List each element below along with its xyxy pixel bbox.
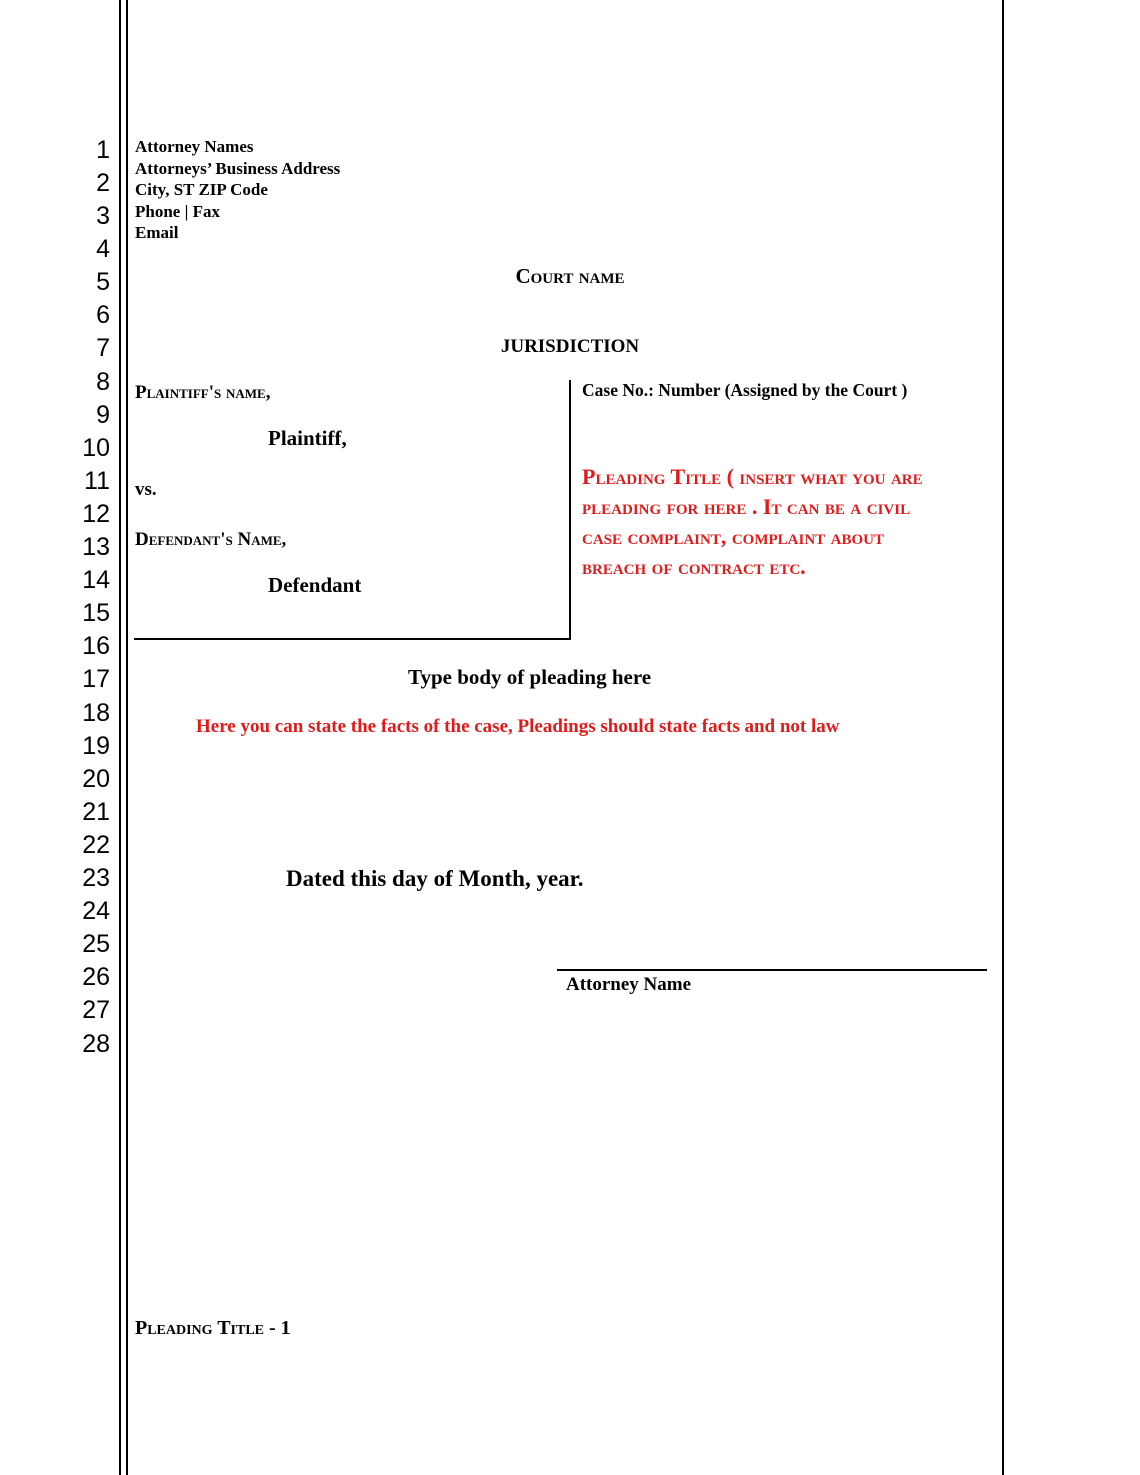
line-number: 1 [96, 136, 110, 164]
caption-bottom-rule [134, 638, 571, 640]
footer-pleading-title: Pleading Title - 1 [135, 1317, 291, 1339]
right-margin-rule [1002, 0, 1004, 1475]
court-name: Court name [515, 264, 625, 288]
left-margin-rule-inner [126, 0, 128, 1475]
attorney-email: Email [135, 223, 179, 242]
line-number: 7 [96, 334, 110, 362]
line-number: 24 [82, 897, 110, 925]
versus-label: vs. [135, 479, 157, 500]
left-margin-rule-outer [119, 0, 121, 1475]
body-heading: Type body of pleading here [408, 665, 652, 689]
line-number: 28 [82, 1030, 110, 1058]
pleading-title-line: pleading for here . It can be a civil [582, 494, 911, 519]
attorney-city-state-zip: City, ST ZIP Code [135, 180, 268, 199]
attorney-phone-fax: Phone | Fax [135, 201, 220, 221]
line-number: 13 [82, 533, 110, 561]
attorney-info-block [135, 136, 340, 244]
line-number: 14 [82, 566, 110, 594]
line-number: 4 [96, 235, 110, 263]
line-number: 6 [96, 301, 110, 329]
line-number: 11 [84, 467, 110, 495]
line-number: 16 [82, 632, 110, 660]
dated-line: Dated this day of Month, year. [286, 866, 584, 891]
line-number: 26 [82, 963, 110, 991]
line-number: 12 [82, 500, 110, 528]
line-number: 15 [82, 599, 110, 627]
jurisdiction: JURISDICTION [500, 336, 640, 357]
line-number: 21 [82, 798, 110, 826]
line-number: 10 [82, 434, 110, 462]
case-number: Case No.: Number (Assigned by the Court ) [582, 380, 908, 400]
line-number: 5 [96, 268, 110, 296]
line-number: 27 [82, 996, 110, 1024]
attorney-names: Attorney Names [135, 137, 254, 156]
pleading-title-line: Pleading Title ( insert what you are [582, 464, 923, 489]
plaintiff-label: Plaintiff, [268, 426, 347, 450]
line-number: 25 [82, 930, 110, 958]
line-number: 8 [96, 368, 110, 396]
defendant-label: Defendant [268, 573, 362, 597]
line-number: 3 [96, 202, 110, 230]
line-number: 22 [82, 831, 110, 859]
pleading-title-line: case complaint, complaint about [582, 524, 885, 549]
line-number: 18 [82, 699, 110, 727]
line-number: 23 [82, 864, 110, 892]
signature-attorney-name: Attorney Name [566, 974, 692, 995]
line-number: 19 [82, 732, 110, 760]
pleading-title [582, 462, 923, 582]
defendant-name: Defendant's Name, [135, 529, 287, 550]
signature-line [557, 969, 987, 971]
pleading-title-line: breach of contract etc. [582, 554, 806, 579]
line-number: 9 [96, 401, 110, 429]
line-number: 2 [96, 169, 110, 197]
attorney-business-address: Attorneys’ Business Address [135, 158, 341, 178]
plaintiff-name: Plaintiff's name, [135, 382, 271, 403]
caption-vertical-rule [569, 380, 571, 640]
body-instruction: Here you can state the facts of the case, Pleadings should state facts and not law [196, 716, 840, 737]
line-number: 17 [82, 665, 110, 693]
line-number: 20 [82, 765, 110, 793]
